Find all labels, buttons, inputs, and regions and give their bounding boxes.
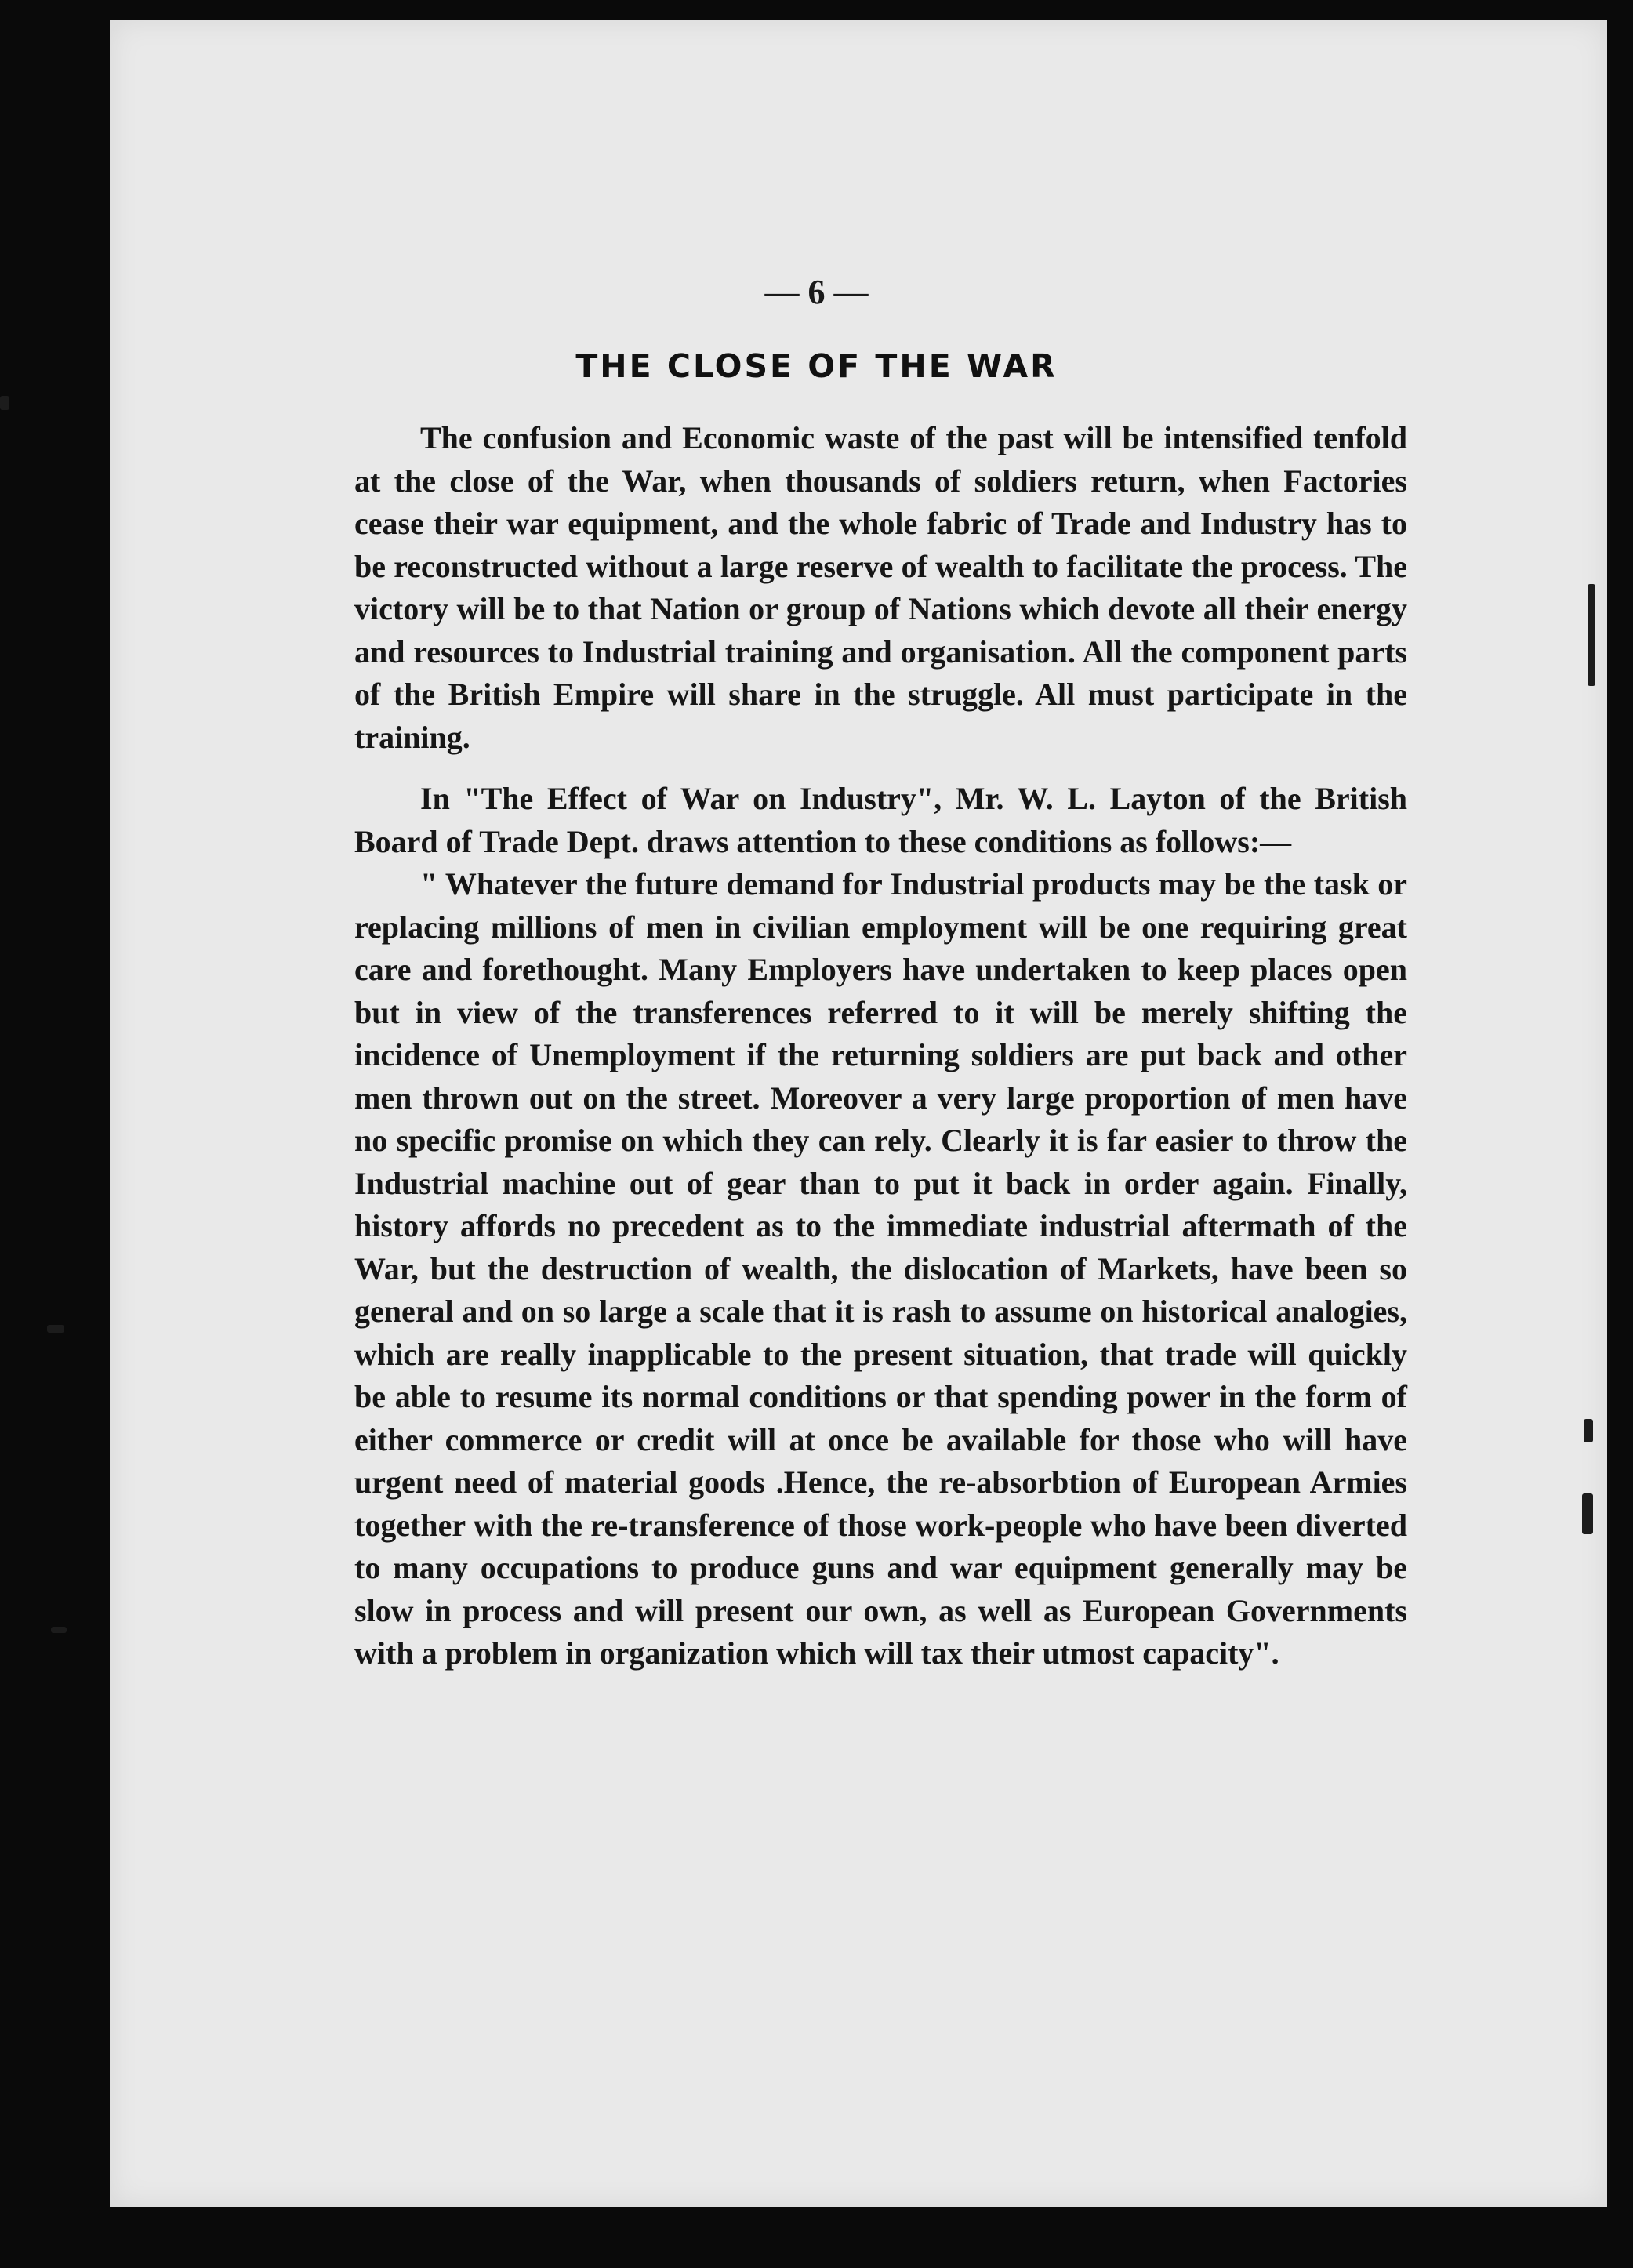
- scan-artifact: [0, 396, 9, 410]
- body-text: [354, 417, 1407, 1675]
- scan-artifact: [51, 1627, 67, 1633]
- scan-artifact: [1588, 584, 1595, 686]
- scan-artifact: [47, 1325, 64, 1333]
- page-number: — 6 —: [764, 273, 869, 311]
- scan-artifact: [1582, 1493, 1593, 1534]
- paragraph: The confusion and Economic waste of the past will be intensified tenfold at the close of the War, when thousands of soldiers return, when Factories cease their war equipment, and the whole fabric of Trade and Industry has to be reconstructed without a large reserve of wealth to facilitate the process. The victory will be to that Nation or group of Nations which devote all their energy and resources to Industrial training and organisation. All the component parts of the British Empire will share in the struggle. All must participate in the training.: [354, 420, 1407, 755]
- quotation-paragraph: " Whatever the future demand for Industrial products may be the task or replacing millions of men in civilian employment will be one requiring great care and forethought. Many Employers have undertaken to keep places open but in view of the transferences referred to it will be merely shifting the incidence of Unemployment if the returning soldiers are put back and other men thrown out on the street. Moreover a very large proportion of men have no specific promise on which they can rely. Clearly it is far easier to throw the Industrial machine out of gear than to put it back in order again. Finally, history affords no precedent as to the immediate industrial aftermath of the War, but the destruction of wealth, the dislocation of Markets, have been so general and on so large a scale that it is rash to assume on historical analogies, which are really inapplicable to the present situation, that trade will quickly be able to resume its normal conditions or that spending power in the form of either commerce or credit will at once be available for those who will have urgent need of material goods .Hence, the re-absorbtion of European Armies together with the re-transference of those work-people who have been diverted to many occupations to produce guns and war equipment generally may be slow in process and will present our own, as well as European Governments with a problem in organization which will tax their utmost capacity".: [354, 866, 1407, 1671]
- paragraph: In "The Effect of War on Industry", Mr. W. L. Layton of the British Board of Trade Dept. draws attention to these conditions as follows:—: [354, 781, 1407, 859]
- scan-artifact: [1584, 1419, 1593, 1442]
- page-title: THE CLOSE OF THE WAR: [575, 347, 1058, 385]
